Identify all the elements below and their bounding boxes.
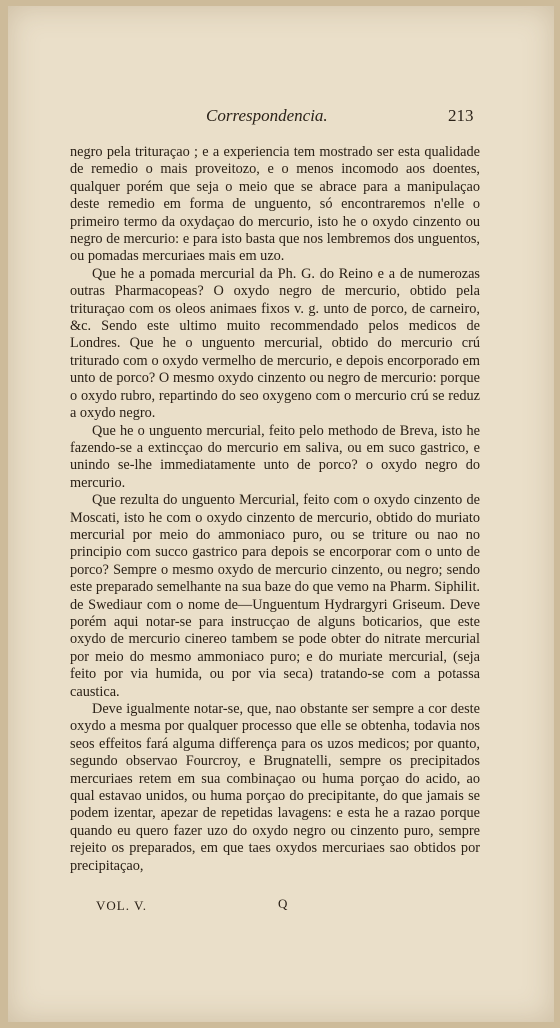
volume-label: VOL. V.: [96, 898, 147, 913]
paragraph-2: Que he a pomada mercurial da Ph. G. do Reino e a de numerozas outras Pharmacopeas? O oxydo negro de mercurio, obtido pela trituraçao com os oleos animaes fixos v. g. unto de porco, de carneiro, &c. Sendo este ultimo muito recommendado pelos medicos de Londres. Que he o unguento mercurial, obtido do mercurio crú triturado com o oxydo vermelho de mercurio, e depois encorporado em unto de porco? O mesmo oxydo cinzento ou negro de mercurio: porque o oxydo rubro, repartindo do seo oxygeno com o mercurio crú se reduz a oxydo negro.: [70, 265, 480, 422]
page-number: 213: [448, 106, 474, 125]
paragraph-1: negro pela trituraçao ; e a experiencia tem mostrado ser esta qualidade de remedio o mais proveitozo, e o menos incomodo aos doentes, qualquer porém que seja o meio que se abrace para a manipulaçao deste remedio em forma de unguento, só encontraremos n'elle o primeiro termo da oxydaçao do mercurio, isto he o oxydo cinzento ou negro de mercurio: e para isto basta que nos lembremos dos unguentos, ou pomadas mercuriaes mais em uzo.: [70, 144, 480, 265]
signature-mark: Q: [278, 896, 288, 911]
running-title: Correspondencia.: [206, 106, 328, 125]
page-footer: [8, 898, 554, 918]
paragraph-5: Deve igualmente notar-se, que, nao obstante ser sempre a cor deste oxydo a mesma por qualquer processo que elle se obtenha, todavia nos seos effeitos fará alguma differença para os uzos medicos; por quanto, segundo observao Fourcroy, e Brugnatelli, sempre os precipitados mercuriaes retem em sua combinaçao ou huma porçao do acido, ao qual estavao unidos, ou huma porçao do precipitante, do que jamais se podem izentar, apezar de repetidas lavagens: e esta he a razao porque quando eu quero fazer uzo do oxydo negro ou cinzento puro, sempre rejeito os preparados, em que taes oxydos mercuriaes sao obtidos por precipitaçao,: [70, 701, 480, 874]
book-page: [8, 6, 554, 1022]
body-text: [70, 144, 480, 875]
paragraph-3: Que he o unguento mercurial, feito pelo methodo de Breva, isto he fazendo-se a extincçao do mercurio em saliva, ou em suco gastrico, e unindo se-lhe immediatamente unto de porco? o oxydo negro do mercurio.: [70, 422, 480, 491]
page-header: [8, 106, 554, 132]
paragraph-4: Que rezulta do unguento Mercurial, feito com o oxydo cinzento de Moscati, isto he com o oxydo cinzento de mercurio, obtido do muriato mercurial por meio do ammoniaco puro, ou se triture ou nao no principio com succo gastrico para depois se encorporar com o unto de porco? Sempre o mesmo oxydo de mercurio cinzento, ou negro; sendo este preparado semelhante na sua baze do que vemo na Pharm. Siphilit. de Swediaur com o nome de—Unguentum Hydrargyri Griseum. Deve porém aqui notar-se para instrucçao de alguns boticarios, que este oxydo de mercurio cinereo tambem se pode obter do nitrate mercurial por meio do mesmo ammoniaco puro; e do muriate mercurial, (seja feito por via humida, ou por via seca) tratando-se com a potassa caustica.: [70, 492, 480, 700]
